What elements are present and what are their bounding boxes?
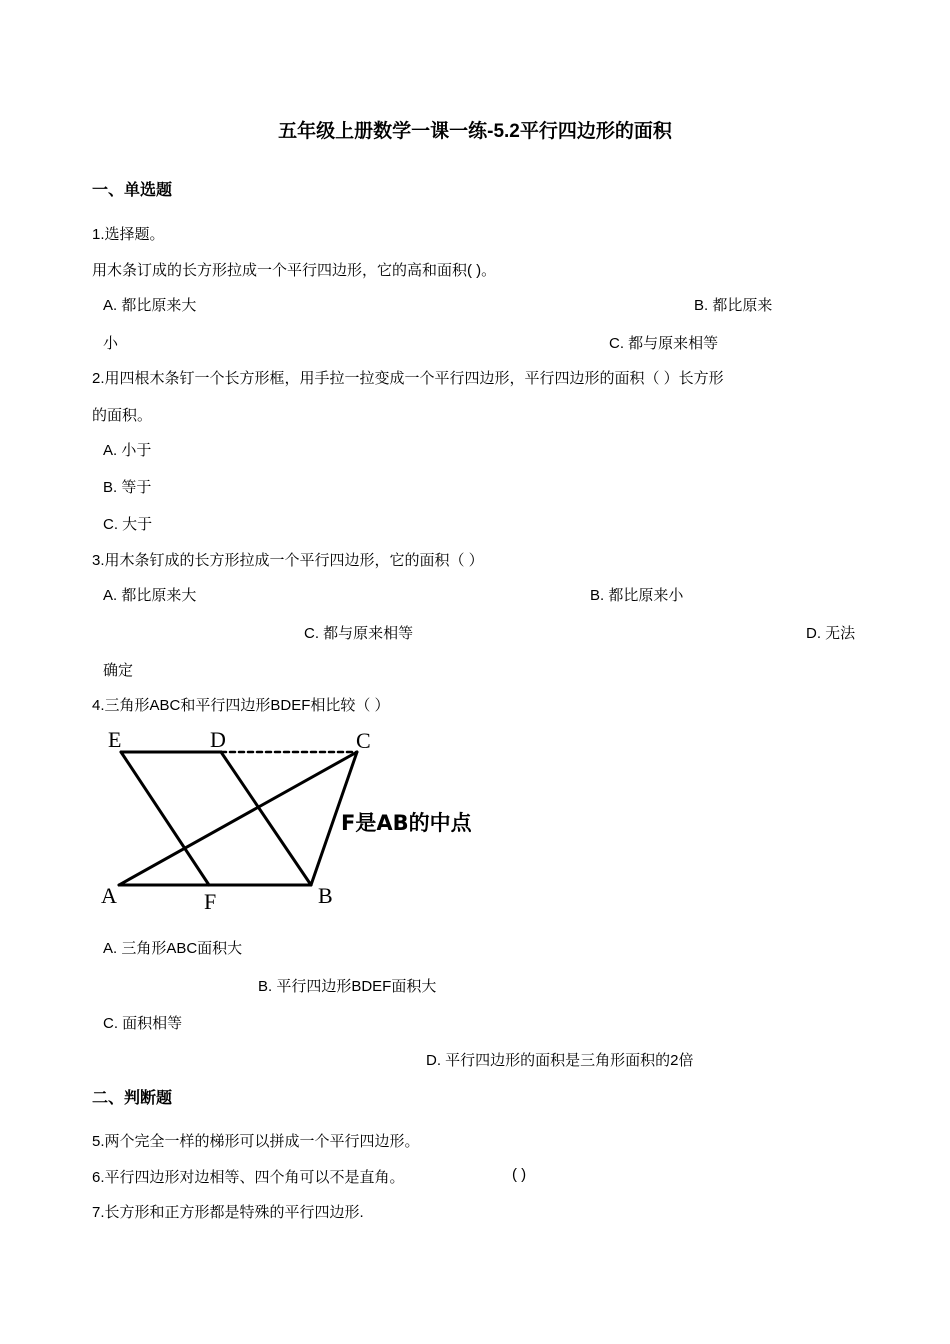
question-3-option-a: A. 都比原来大 xyxy=(103,587,197,604)
question-4-stem: 4.三角形ABC和平行四边形BDEF相比较（ ） xyxy=(92,697,390,714)
question-1-text: 用木条订成的长方形拉成一个平行四边形，它的高和面积( )。 xyxy=(92,262,497,279)
question-5-stem: 5.两个完全一样的梯形可以拼成一个平行四边形。 xyxy=(92,1133,420,1150)
question-2-stem-continued: 的面积。 xyxy=(92,407,153,424)
label-C: C xyxy=(356,728,371,753)
question-1-stem: 1.选择题。 xyxy=(92,226,165,243)
question-6-answer-blank: ( ) xyxy=(512,1166,527,1183)
label-D: D xyxy=(210,727,226,752)
question-3-stem: 3.用木条钉成的长方形拉成一个平行四边形，它的面积（ ） xyxy=(92,552,484,569)
question-2-option-b: B. 等于 xyxy=(103,479,152,496)
question-6-stem: 6.平行四边形对边相等、四个角可以不是直角。 xyxy=(92,1169,405,1186)
question-3-option-b: B. 都比原来小 xyxy=(590,587,684,604)
question-2-stem: 2.用四根木条钉一个长方形框，用手拉一拉变成一个平行四边形，平行四边形的面积（ ）长方形 xyxy=(92,370,724,387)
label-E: E xyxy=(108,727,122,752)
question-1-option-a: A. 都比原来大 xyxy=(103,297,197,314)
question-3-option-c: C. 都与原来相等 xyxy=(304,625,414,642)
figure-note: F是AB的中点 xyxy=(341,811,472,835)
segment-EF xyxy=(121,752,209,885)
question-1-option-c: C. 都与原来相等 xyxy=(609,335,719,352)
question-2-option-c: C. 大于 xyxy=(103,516,153,533)
question-2-option-a: A. 小于 xyxy=(103,442,152,459)
question-3-option-d: D. 无法 xyxy=(806,625,856,642)
page-title: 五年级上册数学一课一练-5.2平行四边形的面积 xyxy=(278,121,672,142)
section-heading-true-false: 二、判断题 xyxy=(92,1090,173,1107)
segment-DB xyxy=(221,752,311,885)
question-3-option-d-continued: 确定 xyxy=(103,662,134,679)
question-1-option-b-continued: 小 xyxy=(103,335,119,352)
question-4-option-d: D. 平行四边形的面积是三角形面积的2倍 xyxy=(426,1052,694,1069)
question-1-option-b: B. 都比原来 xyxy=(694,297,773,314)
label-A: A xyxy=(101,883,117,908)
section-heading-single-choice: 一、单选题 xyxy=(92,182,173,199)
question-4-option-c: C. 面积相等 xyxy=(103,1015,183,1032)
label-B: B xyxy=(318,883,333,908)
label-F: F xyxy=(204,889,217,914)
question-4-option-b: B. 平行四边形BDEF面积大 xyxy=(258,978,437,995)
question-4-option-a: A. 三角形ABC面积大 xyxy=(103,940,243,957)
question-7-stem: 7.长方形和正方形都是特殊的平行四边形. xyxy=(92,1204,364,1221)
segment-AC xyxy=(119,752,357,885)
parallelogram-triangle-figure xyxy=(95,725,525,915)
